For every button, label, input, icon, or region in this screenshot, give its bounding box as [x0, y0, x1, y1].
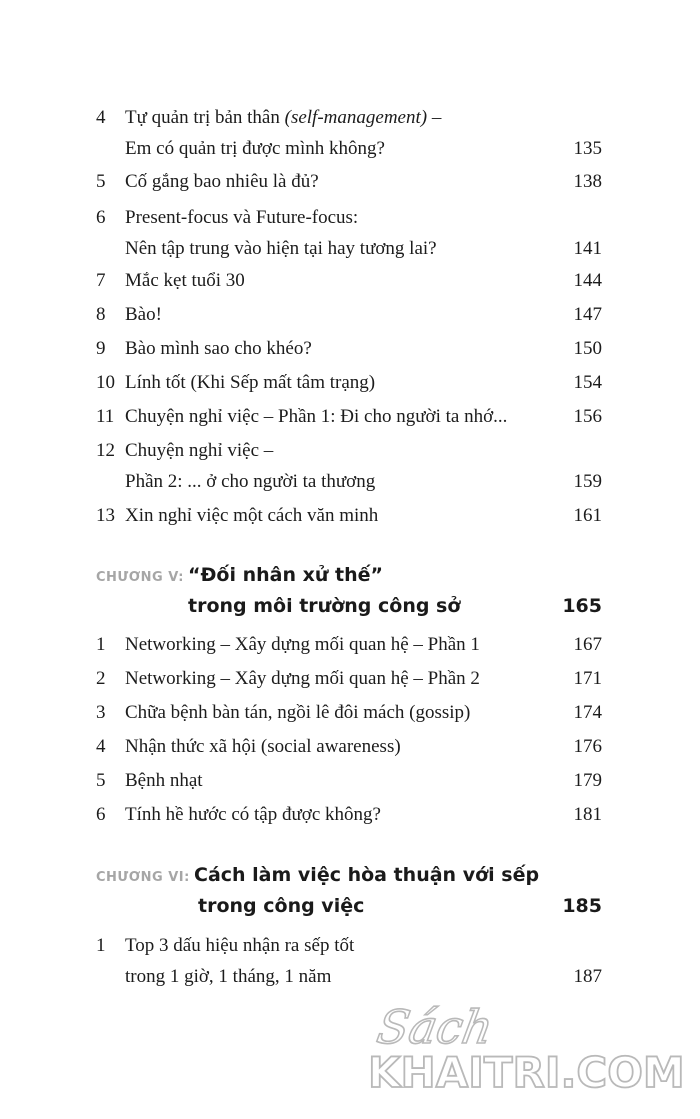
entry-title — [125, 103, 441, 133]
entry-title: Bệnh nhạt — [125, 770, 203, 791]
entry-title: Present-focus và Future-focus: — [125, 207, 359, 228]
entry-number: 2 — [96, 668, 106, 689]
chapter-page: 165 — [562, 595, 602, 617]
entry-number: 10 — [96, 372, 115, 393]
entry-title: Tính hề hước có tập được không? — [125, 804, 381, 825]
chapter-label: CHƯƠNG VI: — [96, 870, 190, 885]
entry-title: Networking – Xây dựng mối quan hệ – Phần 1 — [125, 634, 480, 655]
entry-page: 156 — [573, 406, 602, 427]
entry-page: 150 — [573, 338, 602, 359]
entry-title: Nhận thức xã hội (social awareness) — [125, 736, 401, 757]
entry-title: Bào! — [125, 304, 162, 325]
entry-title-italic: (self-management) — [284, 107, 428, 128]
entry-title: Mắc kẹt tuổi 30 — [125, 270, 245, 291]
entry-page: 135 — [573, 138, 602, 159]
entry-title: Bào mình sao cho khéo? — [125, 338, 312, 359]
entry-title: Chuyện nghỉ việc – — [125, 440, 274, 461]
watermark-logo — [360, 1000, 690, 1110]
entry-page: 167 — [573, 634, 602, 655]
entry-title: Cố gắng bao nhiêu là đủ? — [125, 171, 319, 192]
entry-number: 1 — [96, 935, 106, 956]
chapter-label: CHƯƠNG V: — [96, 570, 184, 585]
chapter-title-line2: trong công việc — [198, 895, 365, 917]
entry-title-suffix: – — [427, 107, 442, 128]
entry-page: 138 — [573, 171, 602, 192]
entry-page: 174 — [573, 702, 602, 723]
entry-title-line2: Nên tập trung vào hiện tại hay tương lai? — [125, 238, 437, 259]
entry-number: 13 — [96, 505, 115, 526]
entry-title-prefix: Tự quản trị bản thân — [125, 107, 285, 128]
chapter-title-line1: “Đối nhân xử thế” — [188, 564, 383, 586]
entry-title: Networking – Xây dựng mối quan hệ – Phần 2 — [125, 668, 480, 689]
entry-title: Top 3 dấu hiệu nhận ra sếp tốt — [125, 935, 355, 956]
entry-number: 4 — [96, 107, 106, 128]
entry-title-line2: trong 1 giờ, 1 tháng, 1 năm — [125, 966, 332, 987]
entry-page: 179 — [573, 770, 602, 791]
entry-number: 1 — [96, 634, 106, 655]
entry-page: 144 — [573, 270, 602, 291]
watermark-brand: KHAITRI.COM — [368, 1048, 685, 1097]
entry-page: 154 — [573, 372, 602, 393]
entry-number: 6 — [96, 804, 106, 825]
entry-page: 176 — [573, 736, 602, 757]
entry-number: 7 — [96, 270, 106, 291]
watermark-script: Sách — [373, 1000, 498, 1054]
chapter-title-line1: Cách làm việc hòa thuận với sếp — [194, 864, 540, 886]
entry-title-line2: Em có quản trị được mình không? — [125, 138, 385, 159]
entry-number: 9 — [96, 338, 106, 359]
entry-page: 161 — [573, 505, 602, 526]
entry-number: 6 — [96, 207, 106, 228]
entry-page: 141 — [573, 238, 602, 259]
entry-number: 12 — [96, 440, 115, 461]
chapter-title-line2: trong môi trường công sở — [188, 595, 461, 617]
chapter-page: 185 — [562, 895, 602, 917]
entry-title: Xin nghỉ việc một cách văn minh — [125, 505, 379, 526]
entry-page: 181 — [573, 804, 602, 825]
entry-title-line2: Phần 2: ... ở cho người ta thương — [125, 471, 376, 492]
entry-number: 3 — [96, 702, 106, 723]
entry-number: 4 — [96, 736, 106, 757]
entry-page: 159 — [573, 471, 602, 492]
entry-title: Chuyện nghỉ việc – Phần 1: Đi cho người ta nhớ... — [125, 406, 508, 427]
entry-number: 5 — [96, 770, 106, 791]
entry-page: 171 — [573, 668, 602, 689]
entry-number: 5 — [96, 171, 106, 192]
entry-number: 11 — [96, 406, 115, 427]
entry-title: Lính tốt (Khi Sếp mất tâm trạng) — [125, 372, 376, 393]
entry-page: 147 — [573, 304, 602, 325]
entry-page: 187 — [573, 966, 602, 987]
entry-number: 8 — [96, 304, 106, 325]
entry-title: Chữa bệnh bàn tán, ngồi lê đôi mách (gossip) — [125, 702, 471, 723]
